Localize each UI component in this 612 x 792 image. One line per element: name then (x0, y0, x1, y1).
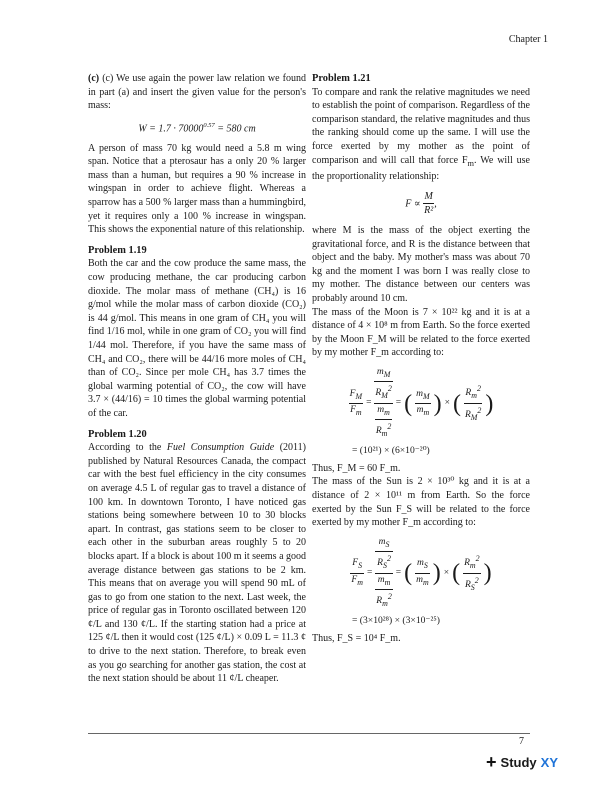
sun-ratio-value: = (3×10²⁸) × (3×10⁻²⁵) (352, 614, 440, 626)
problem-1-19-heading: Problem 1.19 (88, 244, 147, 256)
plus-icon: + (486, 752, 497, 772)
moon-text: The mass of the Moon is 7 × 10²² kg and it is at a distance of 4 × 10⁸ m from Earth. So the force exerted by the Moon F_M will be related to the force exerted by my mother F_m according to: (312, 306, 530, 359)
part-c-intro: (c) (c) We use again the power law relation we found in part (a) and insert the given value for the person's mass: (88, 73, 306, 112)
moon-ratio-value: = (10²¹) × (6×10⁻²⁰) (352, 445, 430, 457)
right-column (312, 72, 530, 645)
chapter-header: Chapter 1 (508, 34, 548, 45)
studyxy-logo: + Study XY (486, 752, 558, 772)
where-text: where M is the mass of the object exerting the gravitational force, and R is the distance between that object and the baby. My mother's mass was about 70 kg and the moment I was born I was really close to my mother. The distance between our centers was probably around 10 cm. (312, 224, 530, 304)
footer-divider (88, 733, 530, 734)
problem-1-19-text: Both the car and the cow produce the same mass, the cow producing methane, the car producing carbon dioxide. The molar mass of methane (CH₄) is 16 g/mol while the molar mass of carbon dioxide (CO₂) is 44 g/mol. This means in one gram of CH₄ you will find 1/16 mol, while in one gram of CO₂ you will find 1/44 mol. Therefore, if you have the same mass of CH₄ and CO₂, there will be 44/16 more moles of CH₄ than of CO₂. Since per mole CH₄ has 3.7 times the global warming potential of CO₂, the cow will have 3.7 × (44/16) = 10 times the global warming potential of the car. (88, 258, 306, 419)
moon-result: Thus, F_M = 60 F_m. (312, 462, 401, 474)
sun-ratio-equation: $\frac{F_S}{F_m}$ = $m_S$ $R_S^2$ $m_m$ $R_m^2$ = ( $m_S$ $m_m$ ) × ( $R_m^2$ $R_S^2$ ) (351, 536, 492, 609)
page-number: 7 (519, 736, 524, 747)
problem-1-20-heading: Problem 1.20 (88, 428, 147, 440)
sun-result: Thus, F_S = 10⁴ F_m. (312, 632, 401, 644)
problem-1-21-intro: To compare and rank the relative magnitudes we need to establish the point of comparison. Regardless of the comparison standard, the relative magnitudes and thus the ranking should come up the same. I will use the force exerted by my mother as the point of comparison and will call that force $F_m$. We will use the proportionality relationship: (312, 86, 530, 183)
wingspan-equation: $W = 1.7 \cdot 70000^{0.57} = 580$ cm (138, 121, 256, 135)
problem-1-21-heading: Problem 1.21 (312, 73, 371, 84)
left-column (88, 72, 306, 686)
proportionality-equation: F ∝ $\frac{M}{\text{R²}}$ , (405, 190, 437, 217)
sun-text: The mass of the Sun is 2 × 10³⁰ kg and it is at a distance of 2 × 10¹¹ m from Earth. So the force exerted by the Sun F_S will be related to the force exerted by my mother F_m according to: (312, 476, 530, 529)
problem-1-20-text: According to the Fuel Consumption Guide (2011) published by Natural Resources Canada, the compact car with the best fuel efficiency in the city consumes on average 4.5 L of regular gas to travel a distance of 100 km. In downtown Toronto, I have noticed gas stations being somewhere between 10 to 30 blocks apart. In contrast, gas stations seem to be closer to each other in the suburban areas roughly 5 to 20 blocks apart. If a block is about 100 m it seems a good average distance between gas stations to be 2 km. This means that on average you will spend 90 mL of gas to go from one station to the next. Last week, the price of regular gas in Toronto oscillated between 120 ¢/L and 130 ¢/L. If the starting station had a price at 125 ¢/L then it would cost (125 ¢/L) × 0.09 L = 11.3 ¢ to drive to the next station. Therefore, to break even as you go searching for another gas station, the cost at the next station should be about 11 ¢/L cheaper. (88, 442, 307, 685)
part-c-discussion: A person of mass 70 kg would need a 5.8 m wing span. Notice that a pterosaur has a only 20 % larger mass than a human, but requires a 90 % increase in wingspan in order to achieve flight. Whereas a sparrow has a 500 % larger mass than a hummingbird, yet it requires only a 100 % increase in wingspan. This shows the exponential nature of this relationship. (88, 142, 306, 236)
moon-ratio-equation: $\frac{F_M}{F_m}$ = $m_M$ $R_M^2$ $m_m$ $R_m^2$ = ( $m_M$ $m_m$ ) × ( $R_m^2$ $R_M^2$ ) (349, 366, 494, 439)
